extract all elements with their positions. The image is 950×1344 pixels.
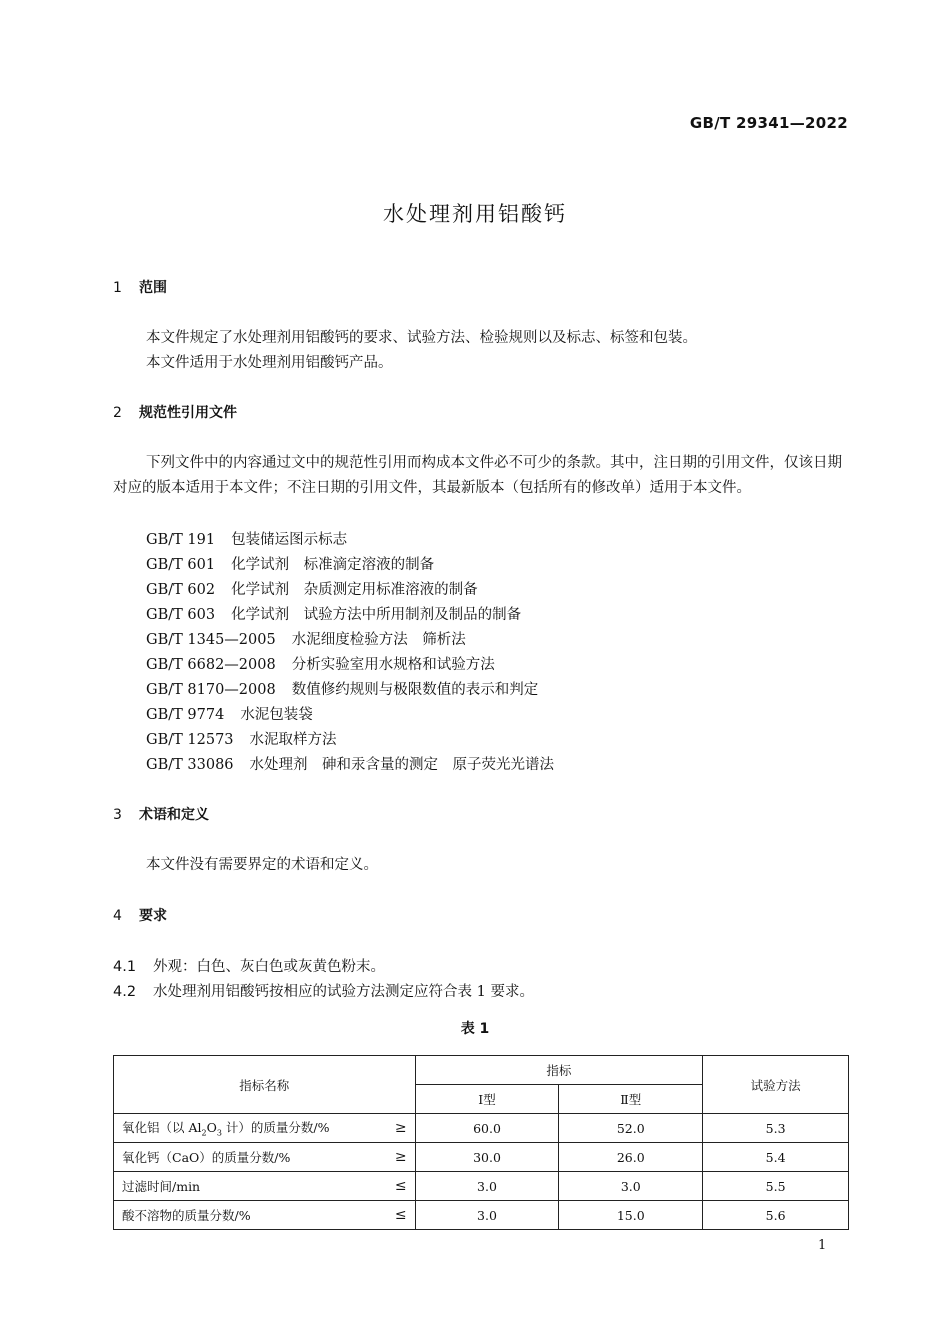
- cell-method: 5.5: [703, 1172, 849, 1201]
- reference-code: GB/T 601: [146, 557, 216, 573]
- row-name-part: 氧化铝（以 Al: [122, 1120, 202, 1136]
- reference-item: [146, 528, 347, 549]
- table-row: [114, 1114, 849, 1143]
- reference-item: [146, 578, 478, 599]
- clause-number: 4.1: [113, 959, 137, 975]
- reference-name: 化学试剂 试验方法中所用制剂及制品的制备: [231, 607, 522, 623]
- clause-text: 外观：白色、灰白色或灰黄色粉末。: [153, 959, 385, 975]
- section-title: 要求: [139, 908, 167, 924]
- row-name-text: 氧化钙（CaO）的质量分数/%: [122, 1150, 291, 1165]
- row-name: [114, 1172, 416, 1201]
- clause-number: 4.2: [113, 984, 137, 1000]
- cell-type-1: 3.0: [415, 1172, 559, 1201]
- header-type-1: Ⅰ型: [415, 1085, 559, 1114]
- row-name-part: 计）的质量分数/%: [221, 1120, 330, 1136]
- section-heading-requirements: [113, 905, 167, 925]
- cell-type-2: 3.0: [559, 1172, 703, 1201]
- cell-type-2: 15.0: [559, 1201, 703, 1230]
- cell-method: 5.6: [703, 1201, 849, 1230]
- cell-method: 5.4: [703, 1143, 849, 1172]
- subscript: 2: [201, 1128, 207, 1138]
- reference-code: GB/T 33086: [146, 757, 234, 773]
- cell-method: 5.3: [703, 1114, 849, 1143]
- reference-name: 分析实验室用水规格和试验方法: [291, 657, 495, 673]
- scope-paragraph-1: 本文件规定了水处理剂用铝酸钙的要求、试验方法、检验规则以及标志、标签和包装。: [146, 330, 697, 346]
- page-number: 1: [818, 1238, 827, 1253]
- reference-name: 化学试剂 标准滴定溶液的制备: [231, 557, 435, 573]
- reference-item: [146, 728, 337, 749]
- row-name-text: 酸不溶物的质量分数/%: [122, 1208, 251, 1223]
- table-row: [114, 1172, 849, 1201]
- cell-type-2: 52.0: [559, 1114, 703, 1143]
- reference-item: [146, 628, 466, 649]
- cell-type-1: 3.0: [415, 1201, 559, 1230]
- reference-code: GB/T 602: [146, 582, 216, 598]
- section-title: 规范性引用文件: [139, 405, 237, 421]
- section-title: 范围: [139, 280, 167, 296]
- row-name-text: [122, 1120, 330, 1138]
- header-index: 指标: [415, 1056, 703, 1085]
- reference-item: [146, 678, 538, 699]
- row-name: [114, 1201, 416, 1230]
- reference-name: 水泥取样方法: [249, 732, 337, 748]
- reference-code: GB/T 1345—2005: [146, 632, 276, 648]
- reference-name: 水泥包装袋: [240, 707, 313, 723]
- table-row: [114, 1201, 849, 1230]
- section-number: 4: [113, 908, 122, 924]
- reference-code: GB/T 9774: [146, 707, 225, 723]
- reference-code: GB/T 191: [146, 532, 216, 548]
- section-heading-normative-references: [113, 402, 237, 422]
- reference-code: GB/T 12573: [146, 732, 234, 748]
- row-name-text: 过滤时间/min: [122, 1179, 201, 1194]
- reference-code: GB/T 6682—2008: [146, 657, 276, 673]
- section-number: 1: [113, 280, 122, 296]
- spec-table: [113, 1055, 849, 1230]
- reference-item: [146, 653, 495, 674]
- section-heading-terms: [113, 804, 209, 824]
- reference-name: 包装储运图示标志: [231, 532, 348, 548]
- normative-intro-paragraph: 下列文件中的内容通过文中的规范性引用而构成本文件必不可少的条款。其中，注日期的引用文件，仅该日期对应的版本适用于本文件；不注日期的引用文件，其最新版本（包括所有的修改单）适用于本文件。: [113, 455, 842, 496]
- table-header-row: [114, 1056, 849, 1085]
- reference-item: [146, 553, 434, 574]
- terms-paragraph: 本文件没有需要界定的术语和定义。: [146, 857, 378, 873]
- row-name: [114, 1114, 416, 1143]
- standard-code: GB/T 29341—2022: [689, 114, 848, 132]
- section-number: 2: [113, 405, 122, 421]
- reference-code: GB/T 603: [146, 607, 216, 623]
- cell-type-1: 60.0: [415, 1114, 559, 1143]
- cell-type-1: 30.0: [415, 1143, 559, 1172]
- reference-item: [146, 603, 521, 624]
- cell-type-2: 26.0: [559, 1143, 703, 1172]
- header-type-2: Ⅱ型: [559, 1085, 703, 1114]
- section-number: 3: [113, 807, 122, 823]
- row-name: [114, 1143, 416, 1172]
- clause-4-1: [113, 955, 385, 976]
- clause-4-2: [113, 980, 534, 1001]
- subscript: 3: [216, 1128, 222, 1138]
- document-title: 水处理剂用铝酸钙: [383, 202, 567, 226]
- table-title: 表 1: [460, 1021, 490, 1037]
- scope-paragraph-2: 本文件适用于水处理剂用铝酸钙产品。: [146, 355, 393, 371]
- section-heading-scope: [113, 277, 167, 297]
- table-row: [114, 1143, 849, 1172]
- reference-name: 化学试剂 杂质测定用标准溶液的制备: [231, 582, 478, 598]
- clause-text: 水处理剂用铝酸钙按相应的试验方法测定应符合表 1 要求。: [153, 984, 534, 1000]
- comparison-symbol: ≤: [394, 1178, 407, 1194]
- reference-name: 数值修约规则与极限数值的表示和判定: [291, 682, 539, 698]
- reference-item: [146, 753, 554, 774]
- reference-name: 水处理剂 砷和汞含量的测定 原子荧光光谱法: [249, 757, 555, 773]
- comparison-symbol: ≥: [394, 1149, 407, 1165]
- section-title: 术语和定义: [139, 807, 209, 823]
- reference-item: [146, 703, 313, 724]
- reference-code: GB/T 8170—2008: [146, 682, 276, 698]
- comparison-symbol: ≤: [394, 1207, 407, 1223]
- header-test-method: 试验方法: [703, 1056, 849, 1114]
- row-name-part: O: [206, 1120, 217, 1136]
- header-indicator-name: 指标名称: [114, 1056, 416, 1114]
- reference-name: 水泥细度检验方法 筛析法: [291, 632, 466, 648]
- comparison-symbol: ≥: [394, 1120, 407, 1136]
